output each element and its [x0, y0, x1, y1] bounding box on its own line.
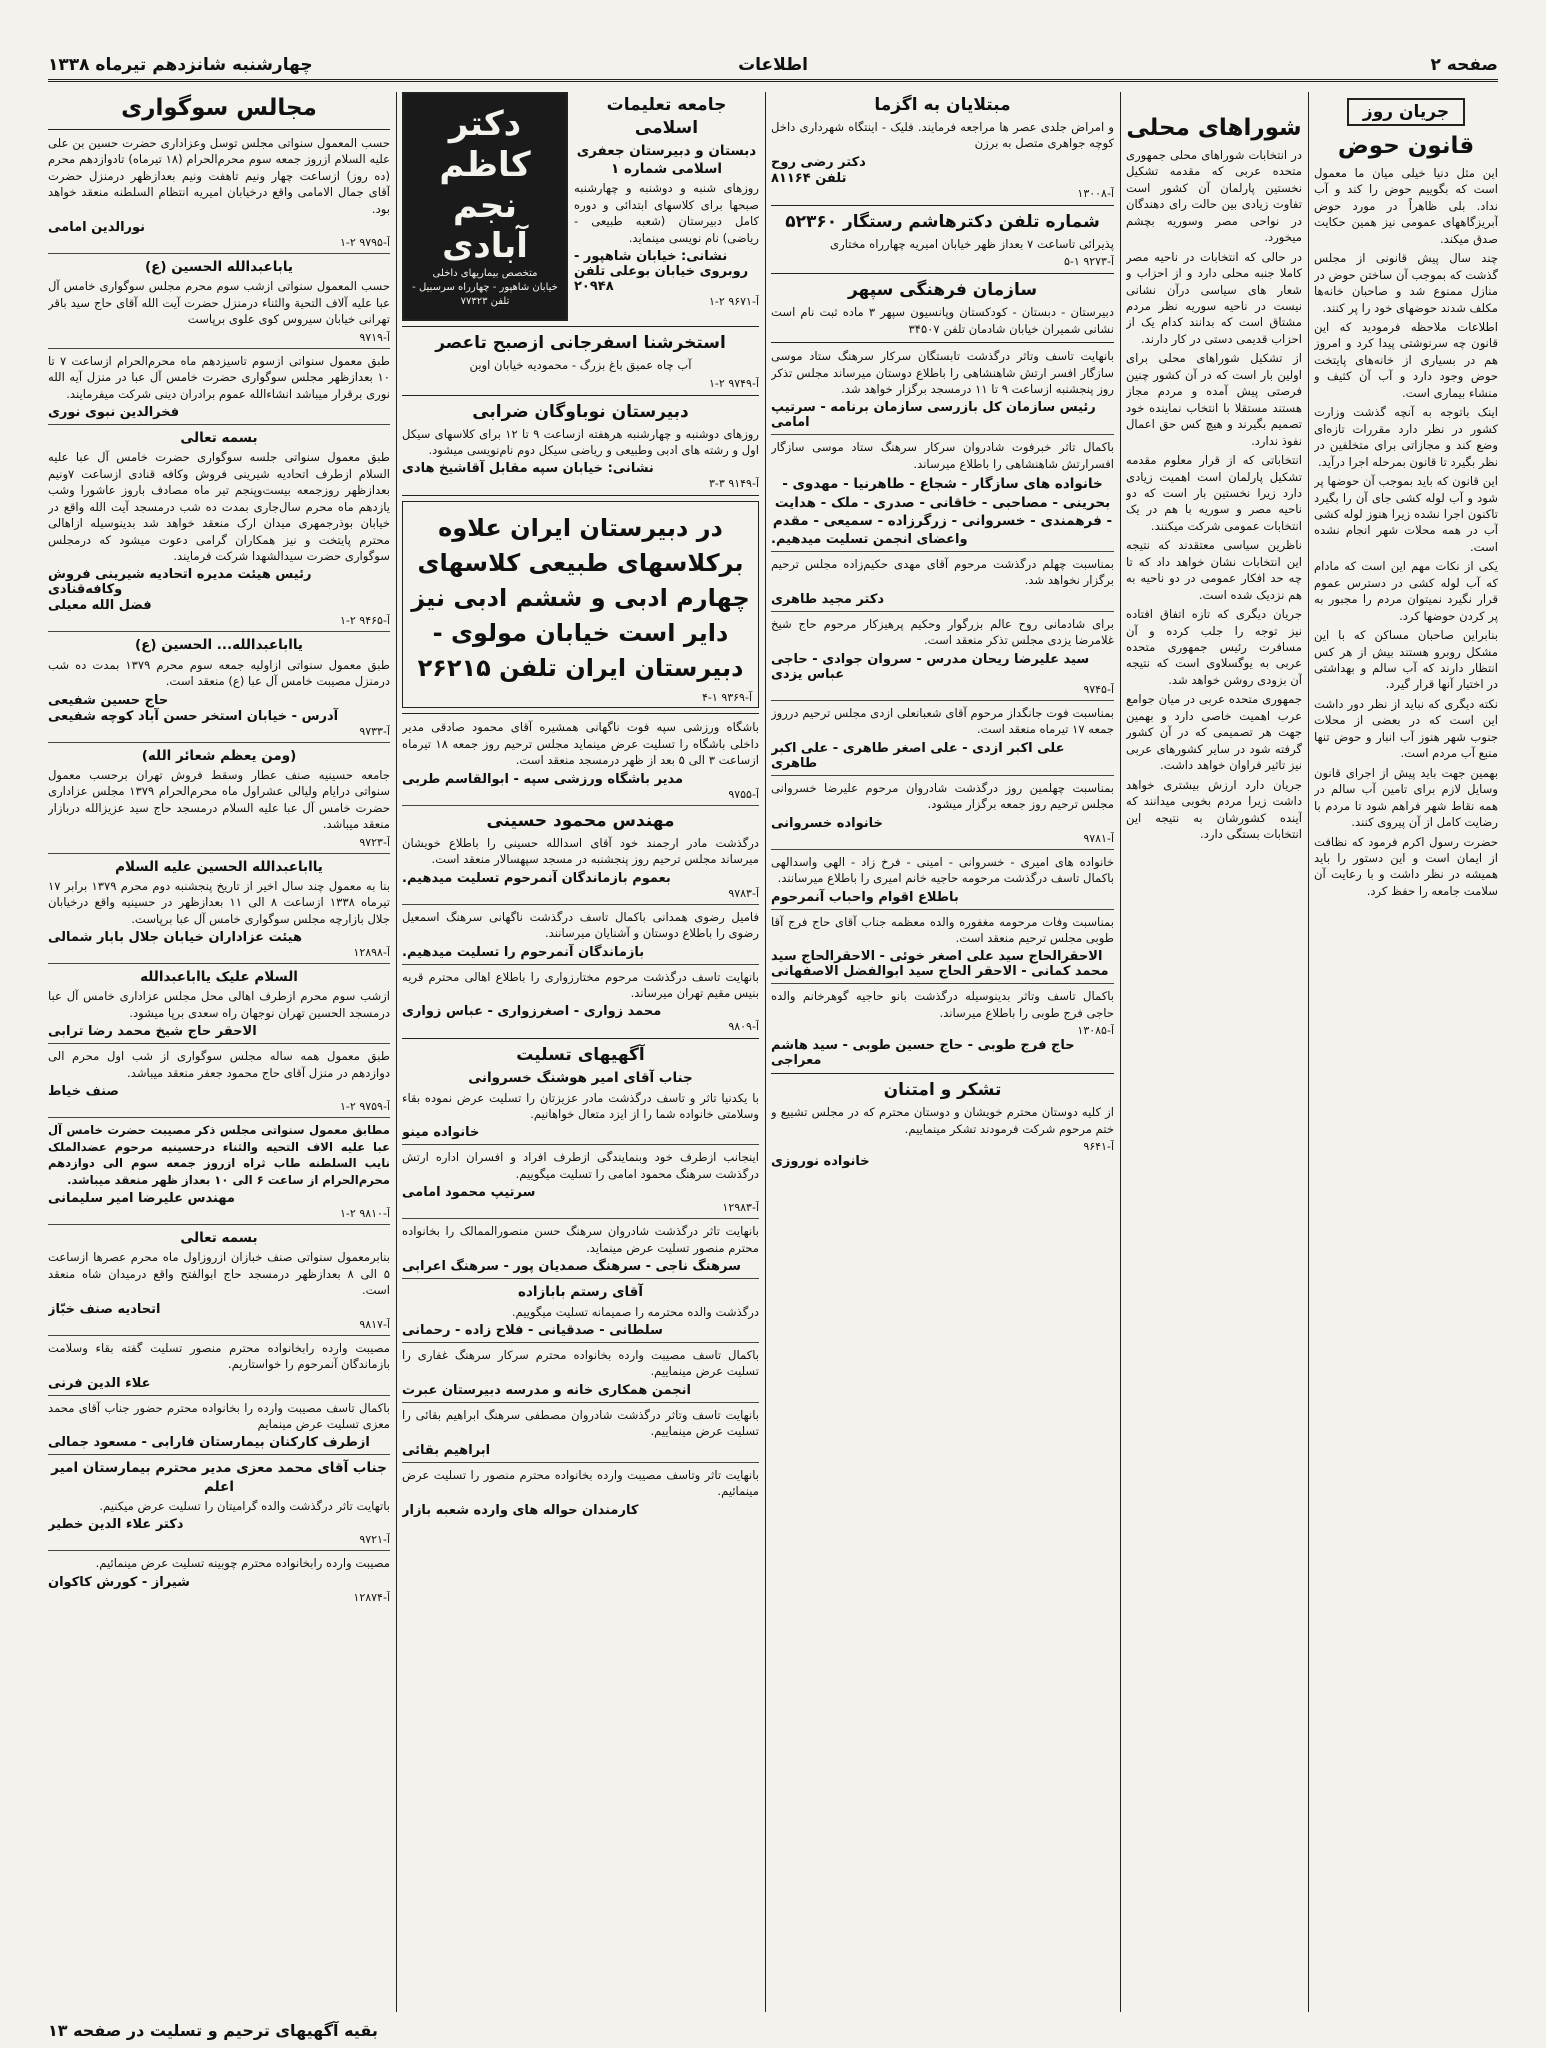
ad-body: روزهای شنبه و دوشنبه و چهارشنبه صبحها برای کلاسهای ابتدائی و دوره کامل دبیرستان (شعبه طبیعی - ریاضی) نام نویسی مینماید. [574, 181, 759, 245]
article-paragraph: جریان دارد ارزش بیشتری خواهد داشت زیرا مردم بخوبی میدانند که آینده کشورشان به نتیجه این انتخابات بستگی دارد. [1126, 777, 1302, 842]
article-title: شوراهای محلی [1126, 115, 1302, 141]
notice-code: آ-۹۶۴۱ [1083, 1140, 1114, 1154]
column-rule [765, 92, 766, 2012]
notice-body: از کلیه دوستان محترم خویشان و دوستان محترم که در مجلس تشییع و ختم مرحوم شرکت فرمودند تشکر مینماییم. [771, 1105, 1114, 1136]
ad-eczema [771, 92, 1114, 200]
ad-body: پذیرائی تاساعت ۷ بعداز ظهر خیابان امیریه چهارراه مختاری [830, 236, 1114, 251]
notice-signature: محمد زواری - اصغرزواری - عباس زواری [402, 1004, 662, 1020]
notice-body: باشگاه ورزشی سپه فوت ناگهانی همشیره آقای محمود صادقی مدیر داخلی باشگاه را تسلیت عرض مینماید مجلس ترحیم روز جمعه ۱۸ تیرماه ازساعت ۳ الی ۵ بعد از ظهر درمسجد منعقد است. [402, 720, 759, 768]
notice-signature: مهندس علیرضا امیر سلیمانی [48, 1191, 235, 1207]
ad-body: آب چاه عمیق باغ بزرگ - محمودیه خیابان اوین [469, 358, 692, 373]
notice-title: جناب آقای امیر هوشنگ خسروانی [468, 1070, 693, 1087]
notice-code: آ-۱۲۸۷۴ [353, 1590, 390, 1604]
notice-signature: دکتر مجید طاهری [771, 591, 885, 607]
ad-code: آ-۹۲۷۳ ۱-۵ [1064, 255, 1114, 269]
ad-title: شماره تلفن دکترهاشم رستگار ۵۲۳۶۰ [785, 211, 1100, 232]
column-mourning-gatherings [48, 92, 390, 2012]
ad-iran-school [402, 501, 759, 708]
notice-signature: علاء الدین فرنی [48, 1375, 151, 1391]
column-ads-right [771, 92, 1114, 2012]
article-paragraph: این قانون که باید بموجب آن حوضها پر شود و آب لوله کشی جای آن را بگیرد تاکنون اجرا نشده زیرا هنوز لوله کشی آب در همه محلات شهر انجام نشده است. [1314, 474, 1498, 554]
notice-body: اینجانب ازطرف خود وبنمایندگی ازطرف افراد و افسران اداره ارتش درگذشت سرهنگ محمود امامی را تسلیت میگوییم. [402, 1150, 759, 1181]
ad-title: جامعه تعلیمات اسلامی [606, 95, 727, 138]
doctor-address: خیابان شاهپور - چهارراه سرسبیل - تلفن ۷۷۳۲۳ [412, 282, 558, 308]
notice-body: درگذشت والده محترمه را صمیمانه تسلیت میگوییم. [511, 1304, 759, 1319]
ad-body: دبیرستان - دبستان - کودکستان وپانسیون سپهر ۳ ماده ثبت نام است نشانی شمیران خیابان شادمان تلفن ۳۴۵۰۷ [771, 305, 1114, 336]
notice-body: مصیبت وارده رابخانواده محترم منصور تسلیت گفته بقاء وسلامت بازماندگان آنمرحوم را خواستاریم. [48, 1340, 390, 1372]
notice-code: آ-۹۷۳۳ [359, 724, 390, 738]
notice-families: خانواده های سازگار - شجاع - طاهرنیا - مهدوی - بحرینی - مصاحبی - خاقانی - صدری - ملک - هدایت - فرهمندی - خسروانی - زرگرزاده - سمیعی - مقدم [772, 476, 1113, 529]
ad-code: آ-۹۱۴۹ ۳-۳ [709, 477, 759, 491]
ad-address: نشانی: خیابان شاهپور - روبروی خیابان بوعلی تلفن ۲۰۹۴۸ [574, 249, 749, 295]
article-paragraph: از تشکیل شوراهای محلی برای اولین بار است که در آن کشور چنین فرصتی پیش آمده و مردم مجاز هستند مستقلا با انتخاب نماینده خود تصمیم بگیرند و هیچ کس حق اعمال نفوذ ندارد. [1126, 351, 1302, 448]
page-number: صفحه ۲ [1430, 55, 1498, 75]
ad-doctor-logo [402, 92, 568, 321]
notice-body: بمناسبت چهلمین روز درگذشت شادروان مرحوم علیرضا خسروانی مجلس ترحیم روز جمعه برگزار میشود. [771, 780, 1114, 812]
article-paragraph: حضرت رسول اکرم فرمود که نظافت از ایمان است و این دستور را باید همیشه در نظر داشت و با رعایت آن سلامت جامعه را حفظ کرد. [1314, 834, 1498, 898]
notice-signature: علی اکبر ازدی - علی اصغر طاهری - علی اکبر طاهری [771, 740, 1065, 771]
article-paragraph: بهمین جهت باید پیش از اجرای قانون وسایل لازم برای تامین آب سالم در همه نقاط شهر فراهم شود تا مردم با رضایت کامل از آن پیروی کنند. [1314, 765, 1498, 830]
notice-signature: فخرالدین نبوی نوری [48, 405, 180, 421]
notice-code: آ-۹۷۱۹ [359, 330, 390, 344]
notice-code: آ-۹۷۵۹ ۲-۱ [340, 1100, 390, 1114]
notice-body: بمناسبت چهلم درگذشت مرحوم آقای مهدی حکیم‌زاده مجلس ترحیم برگزار نخواهد شد. [771, 557, 1114, 588]
notice-body: باکمال تاسف وتاثر بدینوسیله درگذشت بانو حاجیه گوهرخانم والده حاجی فرج طوبی را باطلاع میرساند. [771, 989, 1114, 1020]
notice-signature: کارمندان حواله های وارده شعبه بازار [402, 1502, 639, 1518]
ad-address: نشانی: خیابان سپه مقابل آقاشیخ هادی [402, 461, 654, 477]
notice-body: برای شادمانی روح عالم بزرگوار وحکیم پرهیزکار مرحوم حاج شیخ غلامرضا یزدی مجلس تذکر منعقد است. [771, 616, 1114, 648]
ad-signature: دکتر رضی روح [771, 154, 866, 170]
notice-signature: بعموم بازماندگان آنمرحوم تسلیت میدهیم. [402, 870, 671, 886]
notice-title: بسمه تعالی [180, 430, 258, 447]
article-paragraph: اطلاعات ملاحظه فرمودید که این قانون چه سرنوشتی پیدا کرد و امروز هم در بسیاری از خانه‌های پایتخت حوض وجود دارد و آب آن کثیف و منشاء بیماری است. [1314, 319, 1498, 400]
notice-body: طبق معمول سنواتی ازاولیه جمعه سوم محرم ۱۳۷۹ بمدت ده شب درمنزل مصیبت خامس آل عبا (ع) منعقد است. [48, 657, 390, 689]
notice-signature: دکتر علاء الدین خطیر [48, 1517, 184, 1533]
article-title: قانون حوض [1337, 133, 1475, 159]
ad-title: مبتلایان به اگزما [874, 95, 1011, 115]
notice-body: بانهایت تاثر وتاسف مصیبت وارده بخانواده محترم منصور را تسلیت عرض مینمائیم. [402, 1467, 759, 1499]
notice-body: حسب المعمول سنواتی ازشب سوم محرم مجلس سوگواری خامس آل عبا علیه آلاف التحیة والثناء درمنزل حضرت آیت الله آقای حاج سید باقر تهرانی خیابان سیروس کوی علوی برپاست [48, 279, 390, 327]
notice-code: آ-۹۸۱۰ ۲-۱ [340, 1207, 390, 1221]
notice-title: یاابا‌عبدالله الحسین علیه السلام [115, 858, 323, 875]
notice-body: بانهایت تاثر درگذشت شادروان سرهنگ حسن منصورالممالک را بخانواده محترم منصور تسلیت عرض مینماید. [402, 1224, 759, 1255]
notice-body: ازشب سوم محرم ازطرف اهالی محل مجلس عزاداری خامس آل عبا درمسجد الحسین تهران نوجهان راه سعدی برپا میشود. [48, 989, 390, 1020]
notice-body: طبق معمول سنواتی جلسه سوگواری حضرت خامس آل عبا علیه السلام ازطرف اتحادیه شیرینی فروش وکافه قنادی ازساعت ۷ونیم بعدازظهر روزجمعه بیست‌وپنجم تیر ماه مصادف باروز عاشورا وشب یازدهم ماه محرم سال‌جاری بمدت ده شب درمسجد آیت الله واقع در خیابان بوذرجمهری میدان ارک منعقد خواهد شد بدینوسیله ازاهالی محترم پایتخت و نیز همکاران گرامی دعوت میشود که درمجلس سوگواری حضرت سیدالشهدا شرکت فرمایند. [48, 450, 390, 564]
column-rule [396, 92, 397, 2012]
notice-signature: انجمن همکاری خانه و مدرسه دبیرستان عبرت [402, 1382, 692, 1398]
notice-body: مصیبت وارده رابخانواده محترم چوبینه تسلیت عرض مینمائیم. [95, 1556, 390, 1571]
section-title-condolences: آگهیهای تسلیت [516, 1045, 645, 1066]
notice-body: بانهایت تاسف درگذشت مرحوم مختارزواری را باطلاع اهالی محترم قریه بنیس مقیم تهران میرساند. [402, 969, 759, 1000]
column-local-councils [1126, 92, 1302, 2012]
notice-signature: ابراهیم بقائی [402, 1442, 491, 1458]
notice-body: باکمال تاسف مصیبت وارده بخانواده محترم سرکار سرهنگ غفاری را تسلیت عرض مینماییم. [402, 1347, 759, 1379]
notice-body: فامیل رضوی همدانی باکمال تاسف درگذشت ناگهانی سرهنگ اسمعیل رضوی را باطلاع دوستان و آشنایان میرسانند. [402, 909, 759, 941]
notice-body: بنابرمعمول سنواتی صنف خبازان ازروزاول ماه محرم عصرها ازساعت ۵ الی ۸ بعدازظهر درمسجد حاج ابوالفتح واقع درمیدان شاه منعقد است. [48, 1250, 390, 1298]
notice-body: باتهایت تاثر درگذشت والده گرامیتان را تسلیت عرض میکنیم. [99, 1498, 390, 1513]
article-paragraph: این مثل دنیا خیلی میان ما معمول است که بگوییم حوض را کند و آب نداد. بلی ظاهراً در مورد حوض آبریزگاههای عمومی نیز همین حکایت صدق میکند. [1314, 165, 1498, 246]
notice-code: آ-۹۸۰۹ [728, 1020, 759, 1034]
notice-code: آ-۹۷۴۵ [1083, 682, 1114, 696]
notice-signature: سرهنگ ناجی - سرهنگ صمدیان پور - سرهنگ اعرابی [402, 1259, 741, 1275]
column-rule [1120, 92, 1121, 2012]
column-rule [1308, 92, 1309, 2012]
ad-title: دبیرستان نوباوگان ضرابی [472, 401, 689, 422]
notice-title: یاباعبدالله الحسین (ع) [145, 259, 293, 276]
doctor-name: دکتر کاظم نجم آبادی [439, 104, 531, 267]
ad-sepehr [771, 279, 1114, 337]
notice-body: با یکدنیا تاثر و تاسف درگذشت مادر عزیزتان را تسلیت عرض نموده بقاء وسلامتی خانواده شما را از ایزد متعال خواهانیم. [402, 1090, 759, 1122]
notice-signature: سید علیرضا ریحان مدرس - سروان جوادی - حاجی عباس یزدی [771, 651, 1090, 682]
notice-signature: الاحقر حاج شیخ محمد رضا ترابی [48, 1024, 257, 1040]
notice-body: طبق معمول همه ساله مجلس سوگواری از شب اول محرم الی دوازدهم در منزل آقای حاج محمود جعفر منعقد میباشد. [48, 1049, 390, 1080]
notice-signature: الاحقرالحاج سید علی اصغر خوئی - الاحقرالحاج سید محمد کمانی - الاحقر الحاج سید ابوالفضل الاصفهانی [771, 949, 1109, 980]
notice-signature: اتحادیه صنف خبّاز [48, 1301, 161, 1317]
notice-code: آ-۹۴۶۵ ۲-۱ [340, 614, 390, 628]
notice-signature: شیراز - کورش کاکوان [48, 1574, 190, 1590]
notice-code: آ-۱۳۰۸۵ [1077, 1024, 1114, 1038]
notice-body: بمناسبت وفات مرحومه مغفوره والده معظمه جناب آقای حاج فرج آقا طوبی مجلس ترحیم منعقد است. [771, 914, 1114, 945]
notice-signature: خانواده نوروزی [771, 1154, 870, 1170]
ad-phone: تلفن ۸۱۱۶۴ [771, 170, 847, 186]
notice-body: باکمال تاسف مصیبت وارده را بخانواده محترم حضور جناب آقای محمد معزی تسلیت عرض مینمایم [48, 1400, 390, 1431]
ad-title: استخرشنا اسفرجانی ازصبح تاعصر [435, 333, 726, 354]
notice-body: بانهایت تاسف وتاثر درگذشت تابستگان سرکار سرهنگ ستاد موسی سازگار افسر ارتش شاهنشاهی را باطلاع دوستان میرساند مجلس تذکر روز پنجشنبه ازساعت ۹ تا ۱۱ درمسجد برگزار خواهد شد. [771, 349, 1114, 396]
notice-body: بمناسبت فوت جانگداز مرحوم آقای شعبانعلی ازدی مجلس ترحیم درروز جمعه ۱۷ تیرماه منعقد است. [771, 705, 1114, 737]
section-title-mourning: مجالس سوگواری [121, 95, 317, 121]
article-paragraph: انتخاباتی که از قرار معلوم مقدمه تشکیل پارلمان است اهمیت زیادی دارد زیرا نخستین بار است که دو ناحیه مصر و سوریه با هم در یک انتخابات عمومی شرکت میکنند. [1126, 453, 1302, 533]
notice-signature: واعضای انجمن تسلیت میدهیم. [771, 532, 968, 547]
thanks-title: تشکر و امتنان [883, 1080, 1002, 1101]
notice-signature: رئیس هیئت مدیره اتحادیه شیرینی فروش وکافه‌قنادی [48, 567, 312, 598]
notice-code: آ-۹۷۹۵ ۲-۱ [340, 236, 390, 250]
article-paragraph: ناظرین سیاسی معتقدند که نتیجه این انتخابات نشان خواهد داد که تا چه حد افکار عمومی در دو ناحیه به هم نزدیک شده است. [1126, 538, 1302, 602]
notice-signature: ازطرف کارکنان بیمارستان فارابی - مسعود جمالی [48, 1435, 370, 1451]
column-hawz-law [1314, 92, 1498, 2012]
ad-headline: در دبیرستان ایران علاوه برکلاسهای طبیعی کلاسهای چهارم ادبی و ششم ادبی نیز دایر است خیابان مولوی - دبیرستان ایران تلفن ۲۶۲۱۵ [411, 514, 750, 682]
notice-code: آ-۹۷۸۱ [1083, 831, 1114, 845]
notice-code: آ-۹۸۱۷ [359, 1317, 390, 1331]
notice-signature: فضل الله معیلی [48, 598, 152, 614]
notice-signature: هیئت عزاداران خیابان جلال بابار شمالی [48, 930, 302, 946]
notice-code: آ-۹۷۲۳ [359, 835, 390, 849]
notice-signature: حاج فرج طوبی - حاج حسین طوبی - سید هاشم معراجی [771, 1038, 1075, 1069]
notice-code: آ-۹۷۸۳ [728, 886, 759, 900]
notice-code: آ-۹۷۵۵ [728, 787, 759, 801]
notice-body: بنا به معمول چند سال اخیر از تاریخ پنجشنبه دوم محرم ۱۳۷۹ برابر ۱۷ تیرماه ۱۳۳۸ ازساعت ۸ الی ۱۱ بعدازظهر در حسینیه واقع درخیابان جلال بازارچه مجلس سوگواری خامس آل عبا برپاست. [48, 878, 390, 926]
daily-column-badge: جریان روز [1347, 98, 1465, 126]
notice-title: (ومن یعظم شعائر الله) [141, 747, 297, 764]
article-paragraph: بنابراین صاحبان مساکن که با این مشکل روبرو هستند بیش از هر کس انتظار دارند که آب سالم و بهداشتی در اختیار آنها قرار گیرد. [1314, 628, 1498, 692]
ad-code: آ-۱۳۰۰۸ [1077, 186, 1114, 200]
notice-body: جامعه حسینیه صنف عطار وسقط فروش تهران برحسب معمول سنواتی درایام ولیالی عشراول ماه محرم‌الحرام ۱۳۷۹ مجلس عزاداری حضرت خامس آل عبا علیه السلام درمسجد حاج سید عزیزالله دربازار منعقد میباشد. [48, 767, 390, 832]
ad-phone-number [771, 211, 1114, 268]
notice-title: السلام علیک یااباعبدالله [140, 969, 298, 986]
notice-code: آ-۹۷۲۱ [359, 1533, 390, 1547]
notice-signature: بازماندگان آنمرحوم را تسلیت میدهیم. [402, 944, 645, 960]
article-paragraph: یکی از نکات مهم این است که مادام که آب لوله کشی در دسترس عموم قرار نگیرد نمیتوان مردم را مجبور به پر کردن حوضها کرد. [1314, 559, 1498, 623]
issue-date: چهارشنبه شانزدهم تیرماه ۱۳۳۸ [48, 55, 313, 75]
notice-signature: رئیس سازمان کل بازرسی سازمان برنامه - سرتیپ امامی [771, 400, 1096, 431]
article-paragraph: جمهوری متحده عربی در میان جوامع عرب اهمیت خاصی دارد و بهمین جهت هر تصمیمی که در آن کشور گرفته شود در سایر کشورهای عربی نیز تاثیر فراوان خواهد داشت. [1126, 692, 1302, 773]
notice-title: بسمه تعالی [180, 1230, 258, 1247]
article-paragraph: جریان دیگری که تازه اتفاق افتاده نیز توجه را جلب کرده و آن مسافرت رئیس جمهوری متحده عربی به یوگسلاوی است که نتیجه آن بزودی روشن خواهد شد. [1126, 607, 1302, 687]
notice-body: خانواده های امیری - خسروانی - امینی - فرخ زاد - الهی واسدالهی باکمال تاسف درگذشت مرحومه حاجیه خانم امیری را باطلاع میرسانند. [771, 854, 1114, 886]
notice-signature: خانواده خسروانی [771, 815, 883, 831]
article-paragraph: در انتخابات شوراهای محلی جمهوری متحده عربی که مقدمه تشکیل نخستین پارلمان آن کشور است تفاوت زیادی بین حالت رای دهندگان در نواحی مصر وسوریه بچشم میخورد. [1126, 147, 1302, 245]
article-paragraph: اینک باتوجه به آنچه گذشت وزارت کشور در نظر دارد مقررات تازه‌ای وضع کند و مجازاتی برای متخلفین در نظر بگیرد تا قانون بمرحله اجرا درآید. [1314, 405, 1498, 469]
notice-signature: خانواده مینو [402, 1125, 480, 1141]
newspaper-name: اطلاعات [738, 55, 808, 75]
notice-signature: سرتیپ محمود امامی [402, 1185, 536, 1201]
ad-code: آ-۹۷۴۹ ۲-۱ [709, 376, 759, 390]
notice-code: آ-۱۲۹۸۳ [722, 1201, 759, 1215]
notice-title: مهندس محمود حسینی [486, 810, 675, 831]
notice-title: جناب آقای محمد معزی مدیر محترم بیمارستان امیر اعلم [51, 1460, 387, 1495]
doctor-specialty: متخصص بیماریهای داخلی [432, 268, 538, 280]
ad-islamic-school [574, 92, 759, 321]
notice-title: آقای رستم بابازاده [517, 1284, 644, 1301]
ad-subtitle: دبستان و دبیرستان جعفری اسلامی شماره ۱ [576, 142, 757, 178]
ad-title: سازمان فرهنگی سپهر [847, 280, 1038, 301]
ad-body: و امراض جلدی عصر ها مراجعه فرمایند. فلیک - اینتگاه شهرداری داخل کوچه جواهری متصل به برزن [771, 119, 1114, 151]
notice-signature: باطلاع اقوام واحباب آنمرحوم [771, 889, 959, 905]
notice-body: حسب المعمول سنواتی مجلس توسل وعزاداری حضرت حسین بن علی علیه السلام ازروز جمعه سوم محرم‌الحرام (۱۸ تیرماه) تادوازدهم محرم (ده روز) ازساعت چهار ونیم تاهفت ونیم بعدازظهر درمنزل حضرت آقای جمال الامامی واقع درخیابان امیریه انتظام السلطنه منعقد خواهد بود. [48, 135, 390, 216]
ad-body: روزهای دوشنبه و چهارشنبه هرهفته ازساعت ۹ تا ۱۲ برای کلاسهای سیکل اول و رشته های ادبی وطبیعی و ریاضی سیکل دوم نام‌نویسی میشود. [402, 426, 759, 457]
ad-code: آ-۹۶۷۱ ۲-۱ [709, 295, 759, 309]
notice-body: باکمال تاثر خبرفوت شادروان سرکار سرهنگ ستاد موسی سازگار افسرارتش شاهنشاهی را باطلاع میرساند. [771, 440, 1114, 471]
notice-signature: مدیر باشگاه ورزشی سپه - ابوالقاسم طربی [402, 771, 684, 787]
article-paragraph: در حالی که انتخابات در ناحیه مصر کاملا جنبه محلی دارد و از احزاب و شعار های سیاسی درآن نشانی نیست در ناحیه سوریه نظر مردم مشتاق است که بدانند کدام یک از احزاب قدیمی دستی در کار دارند. [1126, 249, 1302, 346]
notice-body: مطابق معمول سنواتی مجلس ذکر مصیبت حضرت خامس آل عبا علیه الاف التحیه والثناء درحسینیه مرحوم عضدالملک نایب السلطنه طاب ثراه ازروز جمعه سوم الی دوازدهم محرم‌الحرام از ساعت ۶ الی ۱۰ بعداز ظهر منعقد میباشد. [48, 1123, 390, 1187]
notice-signature: صنف خیاط [48, 1084, 119, 1100]
notice-body: طبق معمول سنواتی ازسوم تاسیزدهم ماه محرم‌الحرام ازساعت ۷ تا ۱۰ بعدازظهر مجلس سوگواری حضرت خامس آل عبا در منزل آیه الله نوری برقرار میباشد انشاءالله عموم برادران دینی شرکت میفرمایند. [48, 353, 390, 401]
notice-signature: حاج حسین شفیعی [48, 692, 169, 708]
column-ads-left [402, 92, 759, 2012]
notice-address: آدرس - خیابان استخر حسن آباد کوچه شفیعی [48, 708, 339, 724]
article-paragraph: چند سال پیش قانونی از مجلس گذشت که بموجب آن ساختن حوض در منازل ممنوع شد و صاحبان خانه‌ها مکلف شدند حوضهای خود را پر کنند. [1314, 251, 1498, 315]
notice-signature: نورالدین امامی [48, 220, 146, 236]
ad-code: آ-۹۳۶۹ ۱-۴ [702, 691, 752, 705]
masthead [48, 55, 1498, 82]
continued-note: بقیه آگهیهای ترحیم و تسلیت در صفحه ۱۳ [48, 2021, 378, 2040]
notice-signature: سلطانی - صدقیانی - فلاح زاده - رحمانی [402, 1322, 663, 1338]
notice-body: درگذشت مادر ارجمند خود آقای اسدالله حسینی را باطلاع خویشان میرساند مجلس ترحیم روز پنجشنبه در مسجد سپهسالار منعقد است. [402, 835, 759, 867]
article-paragraph: نکته دیگری که نباید از نظر دور داشت این است که در بعضی از محلات جنوب شهر هنوز آب انبار و حوض تنها منبع آب مردم است. [1314, 696, 1498, 761]
notice-code: آ-۱۲۸۹۸ [353, 946, 390, 960]
notice-body: بانهایت تاسف وتاثر درگذشت شادروان مصطفی سرهنگ ابراهیم بقائی را تسلیت عرض مینماییم. [402, 1407, 759, 1439]
notice-title: یاابا‌عبدالله... الحسین (ع) [135, 637, 303, 654]
